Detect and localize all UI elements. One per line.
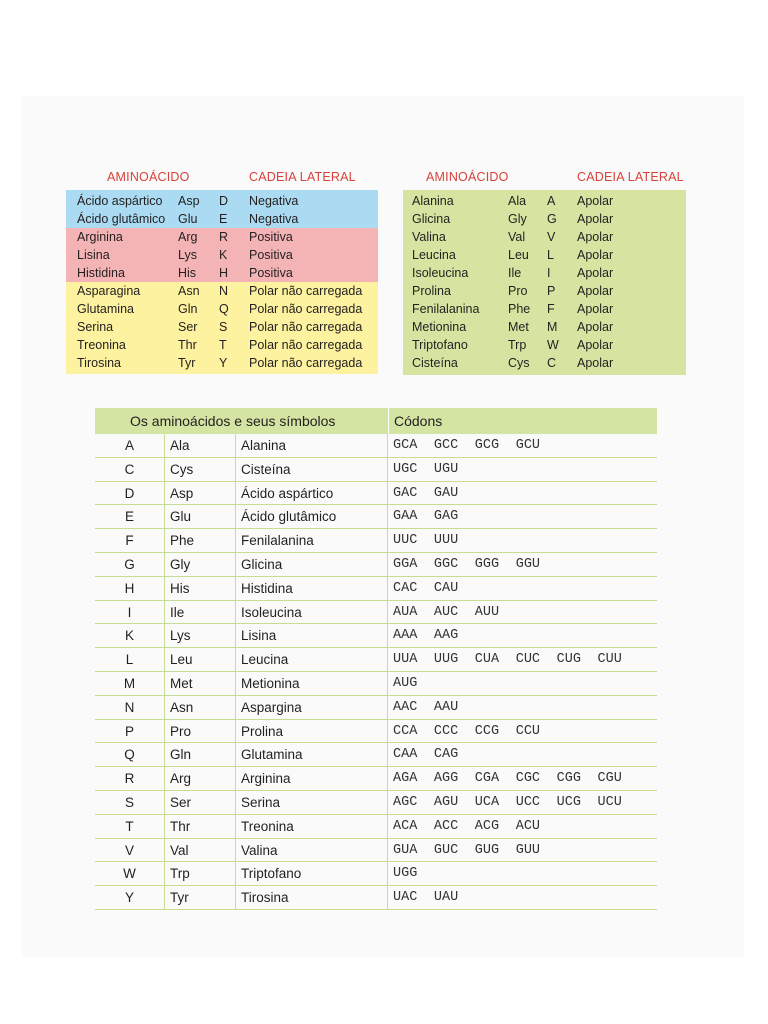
aminoacid-abbreviation: Leu <box>508 248 529 262</box>
table-row <box>95 458 657 482</box>
apolar-aminoacid-table <box>403 190 686 375</box>
aminoacid-name: Fenilalanina <box>236 529 388 552</box>
aminoacid-letter: E <box>219 212 228 226</box>
codon-list: AAA AAG <box>393 628 459 644</box>
aminoacid-name: Leucina <box>236 648 388 671</box>
aminoacid-name: Tirosina <box>77 356 121 370</box>
codon-list: UUA UUG CUA CUC CUG CUU <box>393 652 622 668</box>
aminoacid-abbreviation: Pro <box>508 284 528 298</box>
aminoacid-abbreviation: Ala <box>508 194 527 208</box>
aminoacid-abbreviation: Trp <box>508 338 527 352</box>
aminoacid-row <box>403 246 686 264</box>
aminoacid-name: Glicina <box>412 212 451 226</box>
aminoacid-name: Leucina <box>412 248 456 262</box>
aminoacid-row <box>66 300 378 318</box>
codon-table <box>95 408 657 910</box>
aminoacid-name: Isoleucina <box>412 266 469 280</box>
aminoacid-letter: R <box>219 230 229 244</box>
left-table-aminoacid-header: AMINOÁCIDO <box>107 170 190 184</box>
aminoacid-abbreviation: Gln <box>178 302 198 316</box>
aminoacid-name: Triptofano <box>412 338 468 352</box>
right-table-side-chain-header: CADEIA LATERAL <box>577 170 684 184</box>
aminoacid-letter: V <box>95 839 165 862</box>
aminoacid-abbreviation: Cys <box>165 458 236 481</box>
aminoacid-abbreviation: Gln <box>165 743 236 766</box>
aminoacid-abbreviation: Thr <box>165 815 236 838</box>
aminoacid-name: Tirosina <box>236 886 388 909</box>
aminoacid-abbreviation: Cys <box>508 356 530 370</box>
aminoacid-row <box>66 354 378 372</box>
aminoacid-letter: H <box>95 577 165 600</box>
side-chain-type: Polar não carregada <box>249 320 363 334</box>
aminoacid-abbreviation: Phe <box>508 302 531 316</box>
aminoacid-row <box>66 264 378 282</box>
aminoacid-name: Cisteína <box>236 458 388 481</box>
aminoacid-abbreviation: Tyr <box>165 886 236 909</box>
aminoacid-letter: A <box>547 194 556 208</box>
aminoacid-name: Prolina <box>412 284 451 298</box>
side-chain-type: Apolar <box>577 194 614 208</box>
codon-list: GGA GGC GGG GGU <box>393 556 541 572</box>
aminoacid-row <box>66 210 378 228</box>
codon-list: CAC CAU <box>393 580 459 596</box>
aminoacid-letter: W <box>95 862 165 885</box>
aminoacid-name: Treonina <box>236 815 388 838</box>
codon-list: UGG <box>393 866 418 882</box>
codon-list: GUA GUC GUG GUU <box>393 842 541 858</box>
aminoacid-letter: P <box>547 284 556 298</box>
aminoacid-letter: C <box>95 458 165 481</box>
aminoacid-abbreviation: Arg <box>165 767 236 790</box>
aminoacid-letter: S <box>95 791 165 814</box>
aminoacid-row <box>66 318 378 336</box>
side-chain-type: Apolar <box>577 284 614 298</box>
aminoacid-name: Treonina <box>77 338 126 352</box>
codon-list: AUA AUC AUU <box>393 604 500 620</box>
aminoacid-letter: L <box>95 648 165 671</box>
aminoacid-abbreviation: Lys <box>165 624 236 647</box>
side-chain-type: Positiva <box>249 266 293 280</box>
side-chain-type: Polar não carregada <box>249 284 363 298</box>
aminoacid-abbreviation: Phe <box>165 529 236 552</box>
aminoacid-abbreviation: Met <box>165 672 236 695</box>
aminoacid-abbreviation: Arg <box>178 230 198 244</box>
aminoacid-name: Glicina <box>236 553 388 576</box>
aminoacid-name: Histidina <box>77 266 125 280</box>
aminoacid-letter: W <box>547 338 559 352</box>
side-chain-type: Polar não carregada <box>249 338 363 352</box>
aminoacid-abbreviation: Thr <box>178 338 197 352</box>
aminoacid-letter: C <box>547 356 557 370</box>
positive-group <box>66 228 378 282</box>
aminoacid-abbreviation: Glu <box>165 505 236 528</box>
aminoacid-letter: F <box>95 529 165 552</box>
table-row <box>95 648 657 672</box>
polar-uncharged-group <box>66 282 378 374</box>
codon-list: ACA ACC ACG ACU <box>393 818 541 834</box>
aminoacid-row <box>66 336 378 354</box>
aminoacid-abbreviation: Ile <box>508 266 522 280</box>
aminoacid-abbreviation: Pro <box>165 720 236 743</box>
aminoacid-row <box>66 228 378 246</box>
table-row <box>95 696 657 720</box>
aminoacid-letter: M <box>547 320 558 334</box>
codon-list: AUG <box>393 675 418 691</box>
aminoacid-letter: Q <box>95 743 165 766</box>
aminoacid-name: Ácido glutâmico <box>236 505 388 528</box>
codon-list: GAC GAU <box>393 485 459 501</box>
aminoacid-letter: I <box>95 601 165 624</box>
table-row <box>95 529 657 553</box>
table-row <box>95 886 657 910</box>
aminoacid-name: Prolina <box>236 720 388 743</box>
aminoacid-letter: G <box>547 212 557 226</box>
side-chain-type: Polar não carregada <box>249 302 363 316</box>
aminoacid-letter: A <box>95 434 165 457</box>
table-row <box>95 553 657 577</box>
aminoacid-abbreviation: His <box>165 577 236 600</box>
aminoacid-letter: R <box>95 767 165 790</box>
side-chain-type: Apolar <box>577 230 614 244</box>
aminoacid-abbreviation: Ile <box>165 601 236 624</box>
aminoacid-name: Isoleucina <box>236 601 388 624</box>
aminoacid-letter: L <box>547 248 554 262</box>
aminoacid-letter: T <box>95 815 165 838</box>
aminoacid-name: Glutamina <box>77 302 134 316</box>
codons-header: Códons <box>394 413 443 429</box>
aminoacid-name: Serina <box>77 320 114 334</box>
aminoacid-abbreviation: His <box>178 266 197 280</box>
aminoacid-name: Glutamina <box>236 743 388 766</box>
aminoacid-row <box>403 336 686 354</box>
table-row <box>95 624 657 648</box>
aminoacid-row <box>403 282 686 300</box>
aminoacid-letter: Y <box>219 356 228 370</box>
aminoacid-name: Alanina <box>412 194 454 208</box>
table-row <box>95 577 657 601</box>
aminoacid-abbreviation: Gly <box>165 553 236 576</box>
aminoacid-letter: K <box>219 248 228 262</box>
table-row <box>95 767 657 791</box>
aminoacid-letter: K <box>95 624 165 647</box>
aminoacid-row <box>66 282 378 300</box>
side-chain-type: Apolar <box>577 212 614 226</box>
table-row <box>95 434 657 458</box>
aminoacid-row <box>403 192 686 210</box>
aminoacid-name: Metionina <box>236 672 388 695</box>
aminoacids-symbols-header: Os aminoácidos e seus símbolos <box>130 413 336 429</box>
aminoacid-abbreviation: Lys <box>178 248 197 262</box>
aminoacid-name: Fenilalanina <box>412 302 480 316</box>
aminoacid-letter: S <box>219 320 228 334</box>
aminoacid-abbreviation: Val <box>508 230 526 244</box>
table-row <box>95 601 657 625</box>
table-row <box>95 672 657 696</box>
aminoacid-row <box>403 228 686 246</box>
aminoacid-name: Arginina <box>236 767 388 790</box>
aminoacid-name: Ácido aspártico <box>236 482 388 505</box>
aminoacid-name: Cisteína <box>412 356 458 370</box>
aminoacid-letter: V <box>547 230 556 244</box>
aminoacid-name: Valina <box>236 839 388 862</box>
aminoacid-name: Triptofano <box>236 862 388 885</box>
codon-list: UAC UAU <box>393 890 459 906</box>
codon-list: GAA GAG <box>393 509 459 525</box>
aminoacid-name: Lisina <box>77 248 110 262</box>
aminoacid-abbreviation: Tyr <box>178 356 196 370</box>
aminoacid-letter: P <box>95 720 165 743</box>
table-row <box>95 505 657 529</box>
aminoacid-name: Arginina <box>77 230 123 244</box>
negative-group <box>66 190 378 228</box>
aminoacid-row <box>403 264 686 282</box>
aminoacid-row <box>66 246 378 264</box>
aminoacid-letter: T <box>219 338 227 352</box>
aminoacid-abbreviation: Asn <box>178 284 200 298</box>
aminoacid-letter: N <box>219 284 229 298</box>
side-chain-type: Apolar <box>577 320 614 334</box>
codon-list: CCA CCC CCG CCU <box>393 723 541 739</box>
aminoacid-letter: I <box>547 266 551 280</box>
aminoacid-name: Ácido glutâmico <box>77 212 166 226</box>
aminoacid-name: Serina <box>236 791 388 814</box>
codon-list: AGA AGG CGA CGC CGG CGU <box>393 771 622 787</box>
aminoacid-abbreviation: Asp <box>178 194 200 208</box>
aminoacid-abbreviation: Asn <box>165 696 236 719</box>
table-row <box>95 791 657 815</box>
table-row <box>95 482 657 506</box>
aminoacid-name: Metionina <box>412 320 467 334</box>
codon-list: GCA GCC GCG GCU <box>393 438 541 453</box>
left-table-side-chain-header: CADEIA LATERAL <box>249 170 356 184</box>
aminoacid-abbreviation: Ala <box>165 434 236 457</box>
aminoacid-name: Lisina <box>236 624 388 647</box>
side-chain-type: Negativa <box>249 194 299 208</box>
aminoacid-abbreviation: Trp <box>165 862 236 885</box>
right-table-aminoacid-header: AMINOÁCIDO <box>426 170 509 184</box>
aminoacid-name: Histidina <box>236 577 388 600</box>
codon-list: AAC AAU <box>393 699 459 715</box>
aminoacid-name: Aspargina <box>236 696 388 719</box>
side-chain-type: Polar não carregada <box>249 356 363 370</box>
aminoacid-letter: Q <box>219 302 229 316</box>
aminoacid-letter: G <box>95 553 165 576</box>
aminoacid-abbreviation: Met <box>508 320 529 334</box>
side-chain-type: Positiva <box>249 248 293 262</box>
aminoacid-abbreviation: Glu <box>178 212 198 226</box>
table-row <box>95 839 657 863</box>
side-chain-type: Apolar <box>577 266 614 280</box>
side-chain-type: Apolar <box>577 248 614 262</box>
aminoacid-letter: M <box>95 672 165 695</box>
codon-list: AGC AGU UCA UCC UCG UCU <box>393 794 622 810</box>
aminoacid-letter: D <box>219 194 229 208</box>
table-row <box>95 862 657 886</box>
aminoacid-row <box>403 318 686 336</box>
aminoacid-abbreviation: Val <box>165 839 236 862</box>
codon-table-header <box>95 408 657 434</box>
aminoacid-name: Valina <box>412 230 446 244</box>
charged-polar-aminoacid-table <box>66 190 378 374</box>
aminoacid-abbreviation: Gly <box>508 212 527 226</box>
aminoacid-name: Ácido aspártico <box>77 194 163 208</box>
aminoacid-name: Asparagina <box>77 284 141 298</box>
aminoacid-row <box>403 354 686 372</box>
codon-list: CAA CAG <box>393 747 459 763</box>
side-chain-type: Positiva <box>249 230 293 244</box>
aminoacid-row <box>66 192 378 210</box>
aminoacid-letter: F <box>547 302 555 316</box>
aminoacid-abbreviation: Asp <box>165 482 236 505</box>
aminoacid-letter: D <box>95 482 165 505</box>
aminoacid-abbreviation: Ser <box>165 791 236 814</box>
codon-list: UGC UGU <box>393 461 459 477</box>
side-chain-type: Apolar <box>577 338 614 352</box>
table-row <box>95 720 657 744</box>
aminoacid-abbreviation: Ser <box>178 320 198 334</box>
aminoacid-letter: Y <box>95 886 165 909</box>
codon-list: UUC UUU <box>393 533 459 549</box>
aminoacid-abbreviation: Leu <box>165 648 236 671</box>
table-row <box>95 743 657 767</box>
aminoacid-letter: H <box>219 266 229 280</box>
side-chain-type: Apolar <box>577 356 614 370</box>
aminoacid-row <box>403 210 686 228</box>
aminoacid-name: Alanina <box>236 434 388 457</box>
table-row <box>95 815 657 839</box>
aminoacid-row <box>403 300 686 318</box>
side-chain-type: Negativa <box>249 212 299 226</box>
side-chain-type: Apolar <box>577 302 614 316</box>
aminoacid-letter: E <box>95 505 165 528</box>
aminoacid-letter: N <box>95 696 165 719</box>
